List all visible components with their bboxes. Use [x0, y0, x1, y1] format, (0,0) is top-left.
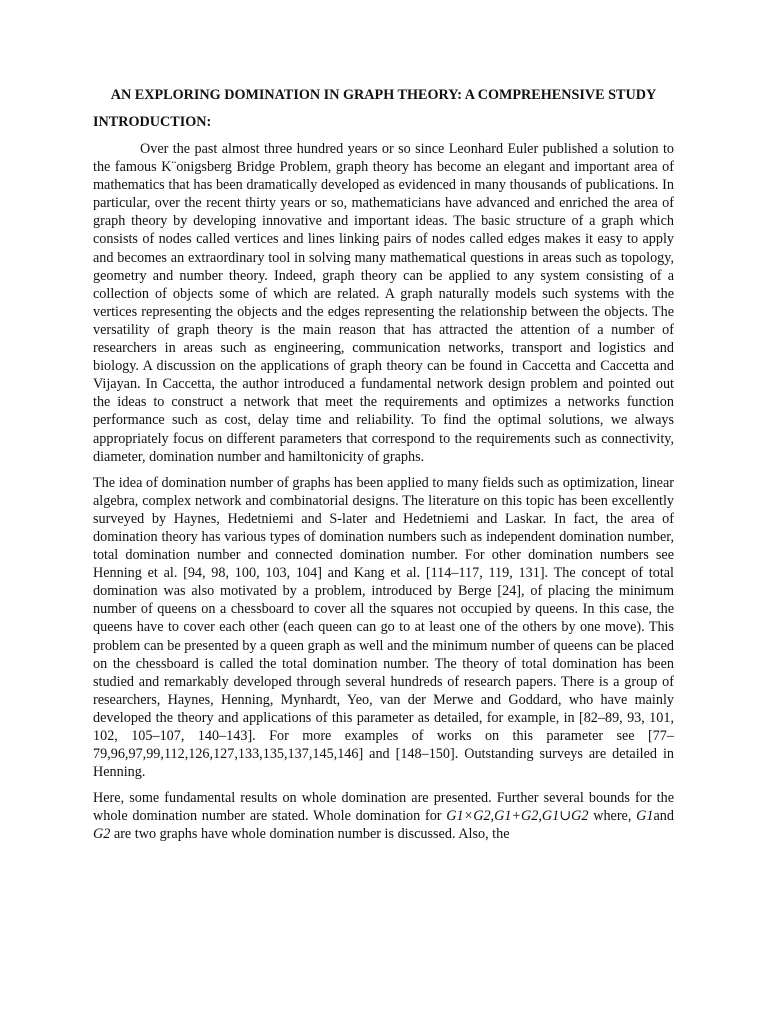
graph-operations-formula	[446, 808, 588, 824]
paragraph-domination: The idea of domination number of graphs has been applied to many fields such as optimization, linear algebra, complex network and combinatorial designs. The literature on this topic has been excellently surveyed by Haynes, Hedetniemi and S-later and Hedetniemi and Laskar. In fact, the area of domination theory has various types of domination numbers such as independent domination number, total domination number and connected domination number. For other domination numbers see Henning et al. [94, 98, 100, 103, 104] and Kang et al. [114–117, 119, 131]. The concept of total domination was also motivated by a problem, introduced by Berge [24], of placing the minimum number of queens on a chessboard to cover all the squares not occupied by queens. In this case, the queens have to cover each other (each queen can go to at least one of the others by one move). This problem can be presented by a queen graph as well and the minimum number of queens can be placed on the chessboard is called the total domination number. The theory of total domination has been studied and remarkably developed through several hundreds of research papers. There is a group of researchers, Haynes, Henning, Mynhardt, Yeo, van der Merwe and Goddard, who have mainly developed the theory and applications of this parameter as detailed, for example, in [82–89, 93, 101, 102, 105–107, 140–143]. For more examples of works on this parameter see [77–79,96,97,99,112,126,127,133,135,137,145,146] and [148–150]. Outstanding surveys are detailed in Henning.	[93, 474, 674, 781]
paragraph-text-part2: where,	[588, 808, 637, 825]
graph-g1-symbol: G1	[636, 808, 654, 825]
paragraph-whole-domination	[93, 789, 674, 843]
paragraph-text-part1: Here, some fundamental results on whole domination are presented. Further several bounds for the whole domination number are stated. Whole domination for	[93, 790, 674, 825]
document-page	[93, 86, 674, 852]
formula-text: G1×G2,G1+G2,G1∪G2	[446, 808, 589, 825]
section-heading: INTRODUCTION:	[93, 114, 212, 130]
document-title: AN EXPLORING DOMINATION IN GRAPH THEORY: A COMPREHENSIVE STUDY	[110, 87, 657, 103]
graph-g2-symbol: G2	[93, 826, 111, 843]
paragraph-intro: Over the past almost three hundred years or so since Leonhard Euler published a solution to the famous K¨onigsberg Bridge Problem, graph theory has become an elegant and important area of mathematics that has been dramatically developed as evidenced in many thousands of publications. In particular, over the recent thirty years or so, mathematicians have advanced and enriched the area of graph theory by developing innovative and important ideas. The basic structure of a graph which consists of nodes called vertices and lines linking pairs of nodes called edges makes it easy to apply and becomes an extraordinary tool in solving many mathematical questions in areas such as topology, geometry and number theory. Indeed, graph theory can be applied to any system consisting of a collection of objects some of which are related. A graph naturally models such systems with the vertices representing the objects and the edges representing the relationship between the objects. The versatility of graph theory is the main reason that has attracted the attention of a number of researchers in areas such as engineering, communication networks, transport and logistics and biology. A discussion on the applications of graph theory can be found in Caccetta and Caccetta and Vijayan. In Caccetta, the author introduced a fundamental network design problem and pointed out the ideas to construct a network that meet the requirements and optimizes a networks function performance such as cost, delay time and reliability. To find the optimal solutions, we always appropriately focus on different parameters that correspond to the requirements such as connectivity, diameter, domination number and hamiltonicity of graphs.	[93, 141, 674, 465]
paragraph-text-part3: and	[653, 808, 674, 825]
paragraph-text-part4: are two graphs have whole domination number is discussed. Also, the	[110, 826, 510, 843]
